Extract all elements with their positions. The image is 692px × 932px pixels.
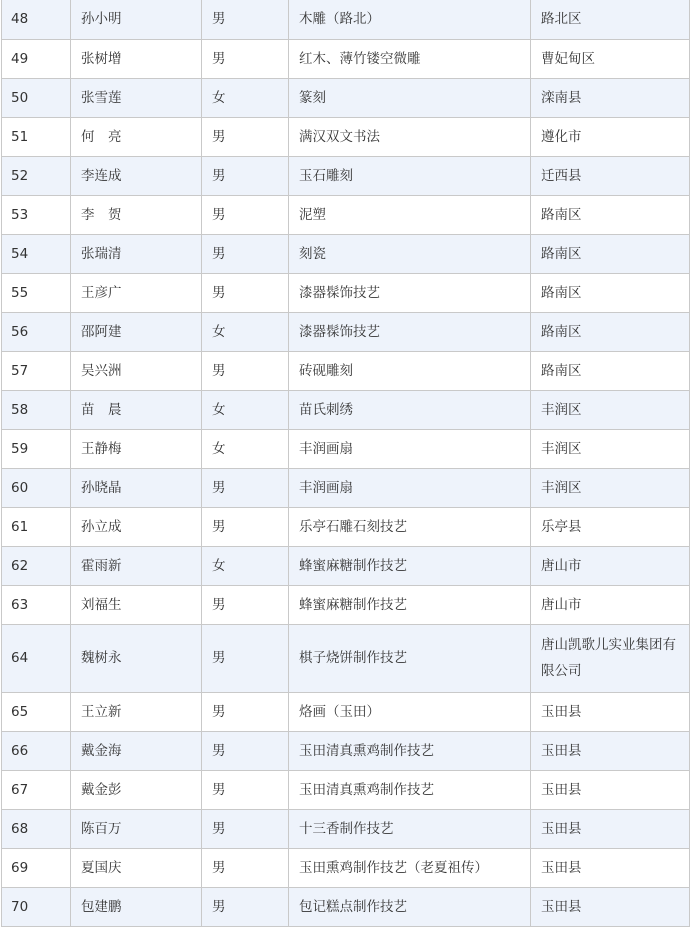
area: 唐山市 bbox=[531, 585, 690, 624]
project-name: 玉田熏鸡制作技艺（老夏祖传） bbox=[289, 848, 531, 887]
area: 路南区 bbox=[531, 273, 690, 312]
row-number: 53 bbox=[2, 195, 71, 234]
gender: 男 bbox=[202, 848, 289, 887]
table-row bbox=[2, 117, 690, 156]
table-body bbox=[2, 0, 690, 926]
area: 路北区 bbox=[531, 0, 690, 39]
area: 玉田县 bbox=[531, 770, 690, 809]
area: 路南区 bbox=[531, 195, 690, 234]
gender: 女 bbox=[202, 390, 289, 429]
table-row bbox=[2, 887, 690, 926]
row-number: 65 bbox=[2, 692, 71, 731]
project-name: 棋子烧饼制作技艺 bbox=[289, 624, 531, 692]
table-row bbox=[2, 731, 690, 770]
project-name: 玉田清真熏鸡制作技艺 bbox=[289, 731, 531, 770]
project-name: 木雕（路北） bbox=[289, 0, 531, 39]
area: 乐亭县 bbox=[531, 507, 690, 546]
row-number: 60 bbox=[2, 468, 71, 507]
inheritor-name: 张雪莲 bbox=[71, 78, 202, 117]
inheritor-name: 何 亮 bbox=[71, 117, 202, 156]
row-number: 59 bbox=[2, 429, 71, 468]
area: 玉田县 bbox=[531, 809, 690, 848]
table-row bbox=[2, 390, 690, 429]
inheritors-table bbox=[1, 0, 690, 927]
gender: 女 bbox=[202, 429, 289, 468]
area: 玉田县 bbox=[531, 887, 690, 926]
project-name: 玉石雕刻 bbox=[289, 156, 531, 195]
row-number: 62 bbox=[2, 546, 71, 585]
gender: 男 bbox=[202, 39, 289, 78]
area: 路南区 bbox=[531, 234, 690, 273]
inheritor-name: 戴金彭 bbox=[71, 770, 202, 809]
inheritor-name: 孙小明 bbox=[71, 0, 202, 39]
table-row bbox=[2, 39, 690, 78]
area: 玉田县 bbox=[531, 848, 690, 887]
table-row bbox=[2, 507, 690, 546]
row-number: 56 bbox=[2, 312, 71, 351]
project-name: 苗氏刺绣 bbox=[289, 390, 531, 429]
area: 路南区 bbox=[531, 312, 690, 351]
inheritor-name: 王静梅 bbox=[71, 429, 202, 468]
table-row bbox=[2, 312, 690, 351]
area: 丰润区 bbox=[531, 468, 690, 507]
gender: 男 bbox=[202, 0, 289, 39]
project-name: 蜂蜜麻糖制作技艺 bbox=[289, 585, 531, 624]
table-row bbox=[2, 234, 690, 273]
inheritor-name: 孙立成 bbox=[71, 507, 202, 546]
project-name: 玉田清真熏鸡制作技艺 bbox=[289, 770, 531, 809]
table-row bbox=[2, 770, 690, 809]
project-name: 篆刻 bbox=[289, 78, 531, 117]
table-row bbox=[2, 585, 690, 624]
table-row bbox=[2, 809, 690, 848]
inheritor-name: 张树增 bbox=[71, 39, 202, 78]
table-row bbox=[2, 624, 690, 692]
gender: 男 bbox=[202, 624, 289, 692]
table-row bbox=[2, 156, 690, 195]
inheritor-name: 夏国庆 bbox=[71, 848, 202, 887]
inheritor-name: 邵阿建 bbox=[71, 312, 202, 351]
inheritor-name: 吴兴洲 bbox=[71, 351, 202, 390]
gender: 男 bbox=[202, 809, 289, 848]
gender: 男 bbox=[202, 195, 289, 234]
project-name: 漆器髹饰技艺 bbox=[289, 273, 531, 312]
table-row bbox=[2, 351, 690, 390]
area: 玉田县 bbox=[531, 731, 690, 770]
row-number: 69 bbox=[2, 848, 71, 887]
inheritor-name: 王立新 bbox=[71, 692, 202, 731]
table-row bbox=[2, 692, 690, 731]
gender: 男 bbox=[202, 692, 289, 731]
gender: 男 bbox=[202, 273, 289, 312]
project-name: 丰润画扇 bbox=[289, 468, 531, 507]
row-number: 63 bbox=[2, 585, 71, 624]
table-row bbox=[2, 429, 690, 468]
inheritor-name: 苗 晨 bbox=[71, 390, 202, 429]
area: 唐山市 bbox=[531, 546, 690, 585]
gender: 女 bbox=[202, 312, 289, 351]
row-number: 49 bbox=[2, 39, 71, 78]
inheritor-name: 王彦广 bbox=[71, 273, 202, 312]
area: 遵化市 bbox=[531, 117, 690, 156]
row-number: 61 bbox=[2, 507, 71, 546]
gender: 男 bbox=[202, 770, 289, 809]
row-number: 52 bbox=[2, 156, 71, 195]
project-name: 蜂蜜麻糖制作技艺 bbox=[289, 546, 531, 585]
project-name: 烙画（玉田） bbox=[289, 692, 531, 731]
row-number: 64 bbox=[2, 624, 71, 692]
gender: 男 bbox=[202, 507, 289, 546]
table-row bbox=[2, 468, 690, 507]
area: 滦南县 bbox=[531, 78, 690, 117]
inheritor-name: 刘福生 bbox=[71, 585, 202, 624]
table-row bbox=[2, 195, 690, 234]
table-row bbox=[2, 546, 690, 585]
table-row bbox=[2, 848, 690, 887]
project-name: 包记糕点制作技艺 bbox=[289, 887, 531, 926]
row-number: 58 bbox=[2, 390, 71, 429]
row-number: 55 bbox=[2, 273, 71, 312]
inheritor-name: 包建鹏 bbox=[71, 887, 202, 926]
gender: 女 bbox=[202, 78, 289, 117]
row-number: 51 bbox=[2, 117, 71, 156]
inheritor-name: 戴金海 bbox=[71, 731, 202, 770]
gender: 男 bbox=[202, 117, 289, 156]
project-name: 漆器髹饰技艺 bbox=[289, 312, 531, 351]
gender: 男 bbox=[202, 351, 289, 390]
area: 路南区 bbox=[531, 351, 690, 390]
area: 迁西县 bbox=[531, 156, 690, 195]
project-name: 砖砚雕刻 bbox=[289, 351, 531, 390]
gender: 男 bbox=[202, 156, 289, 195]
row-number: 68 bbox=[2, 809, 71, 848]
inheritor-name: 李 贺 bbox=[71, 195, 202, 234]
table-row bbox=[2, 78, 690, 117]
inheritor-name: 李连成 bbox=[71, 156, 202, 195]
gender: 男 bbox=[202, 731, 289, 770]
area: 唐山凯歌儿实业集团有限公司 bbox=[531, 624, 690, 692]
table-row bbox=[2, 0, 690, 39]
row-number: 57 bbox=[2, 351, 71, 390]
row-number: 70 bbox=[2, 887, 71, 926]
row-number: 66 bbox=[2, 731, 71, 770]
inheritor-name: 张瑞清 bbox=[71, 234, 202, 273]
row-number: 54 bbox=[2, 234, 71, 273]
row-number: 67 bbox=[2, 770, 71, 809]
gender: 女 bbox=[202, 546, 289, 585]
area: 曹妃甸区 bbox=[531, 39, 690, 78]
area: 丰润区 bbox=[531, 429, 690, 468]
project-name: 丰润画扇 bbox=[289, 429, 531, 468]
inheritor-name: 陈百万 bbox=[71, 809, 202, 848]
gender: 男 bbox=[202, 585, 289, 624]
inheritor-name: 霍雨新 bbox=[71, 546, 202, 585]
inheritor-name: 魏树永 bbox=[71, 624, 202, 692]
project-name: 十三香制作技艺 bbox=[289, 809, 531, 848]
row-number: 48 bbox=[2, 0, 71, 39]
project-name: 红木、薄竹镂空微雕 bbox=[289, 39, 531, 78]
project-name: 乐亭石雕石刻技艺 bbox=[289, 507, 531, 546]
area: 丰润区 bbox=[531, 390, 690, 429]
row-number: 50 bbox=[2, 78, 71, 117]
area: 玉田县 bbox=[531, 692, 690, 731]
project-name: 刻瓷 bbox=[289, 234, 531, 273]
project-name: 泥塑 bbox=[289, 195, 531, 234]
gender: 男 bbox=[202, 234, 289, 273]
gender: 男 bbox=[202, 887, 289, 926]
gender: 男 bbox=[202, 468, 289, 507]
project-name: 满汉双文书法 bbox=[289, 117, 531, 156]
table-row bbox=[2, 273, 690, 312]
inheritor-name: 孙晓晶 bbox=[71, 468, 202, 507]
